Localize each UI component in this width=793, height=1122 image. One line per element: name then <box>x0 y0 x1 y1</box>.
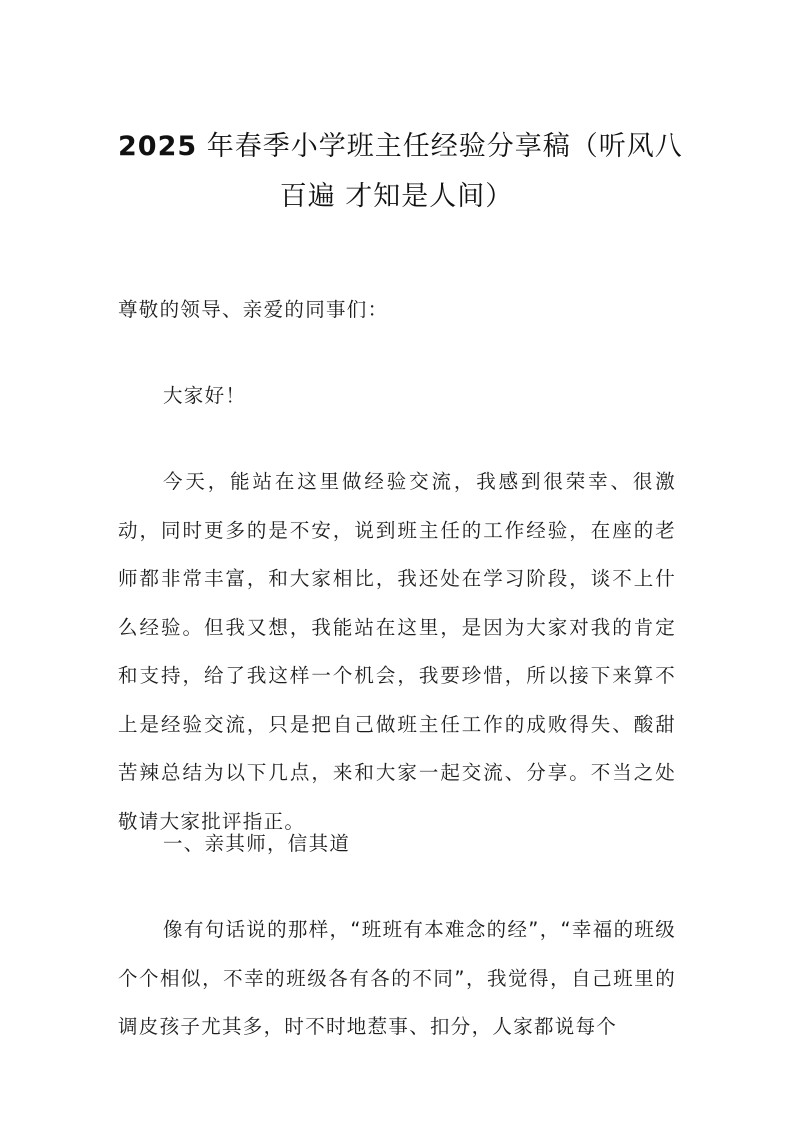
document-title <box>110 122 683 222</box>
title-year: 2025 <box>118 131 198 162</box>
paragraph-text: 今天，能站在这里做经验交流，我感到很荣幸、很激动，同时更多的是不安，说到班主任的工作经验，在座的老师都非常丰富，和大家相比，我还处在学习阶段，谈不上什么经验。但我又想，我能站在这里，是因为大家对我的肯定和支持，给了我这样一个机会，我要珍惜，所以接下来算不上是经验交流，只是把自己做班主任工作的成败得失、酸甜苦辣总结为以下几点，来和大家一起交流、分享。不当之处敬请大家批评指正。 <box>118 470 676 833</box>
paragraph-section-1 <box>118 906 676 1052</box>
section-heading-1 <box>118 820 676 869</box>
title-line-2: 百遍 才知是人间） <box>279 181 514 212</box>
salutation <box>118 286 676 335</box>
title-line-1-text: 年春季小学班主任经验分享稿（听风八 <box>197 131 683 162</box>
paragraph-text: 像有句话说的那样，“班班有本难念的经”，“幸福的班级个个相似，不幸的班级各有各的不同”，我觉得，自己班里的调皮孩子尤其多，时不时地惹事、扣分，人家都说每个 <box>118 918 676 1038</box>
greeting-text: 大家好！ <box>163 384 247 407</box>
paragraph-intro <box>118 458 676 846</box>
section-heading-text: 一、亲其师，信其道 <box>163 832 351 855</box>
greeting <box>118 372 676 421</box>
salutation-text: 尊敬的领导、亲爱的同事们： <box>118 298 389 321</box>
title-line-1 <box>110 122 683 172</box>
